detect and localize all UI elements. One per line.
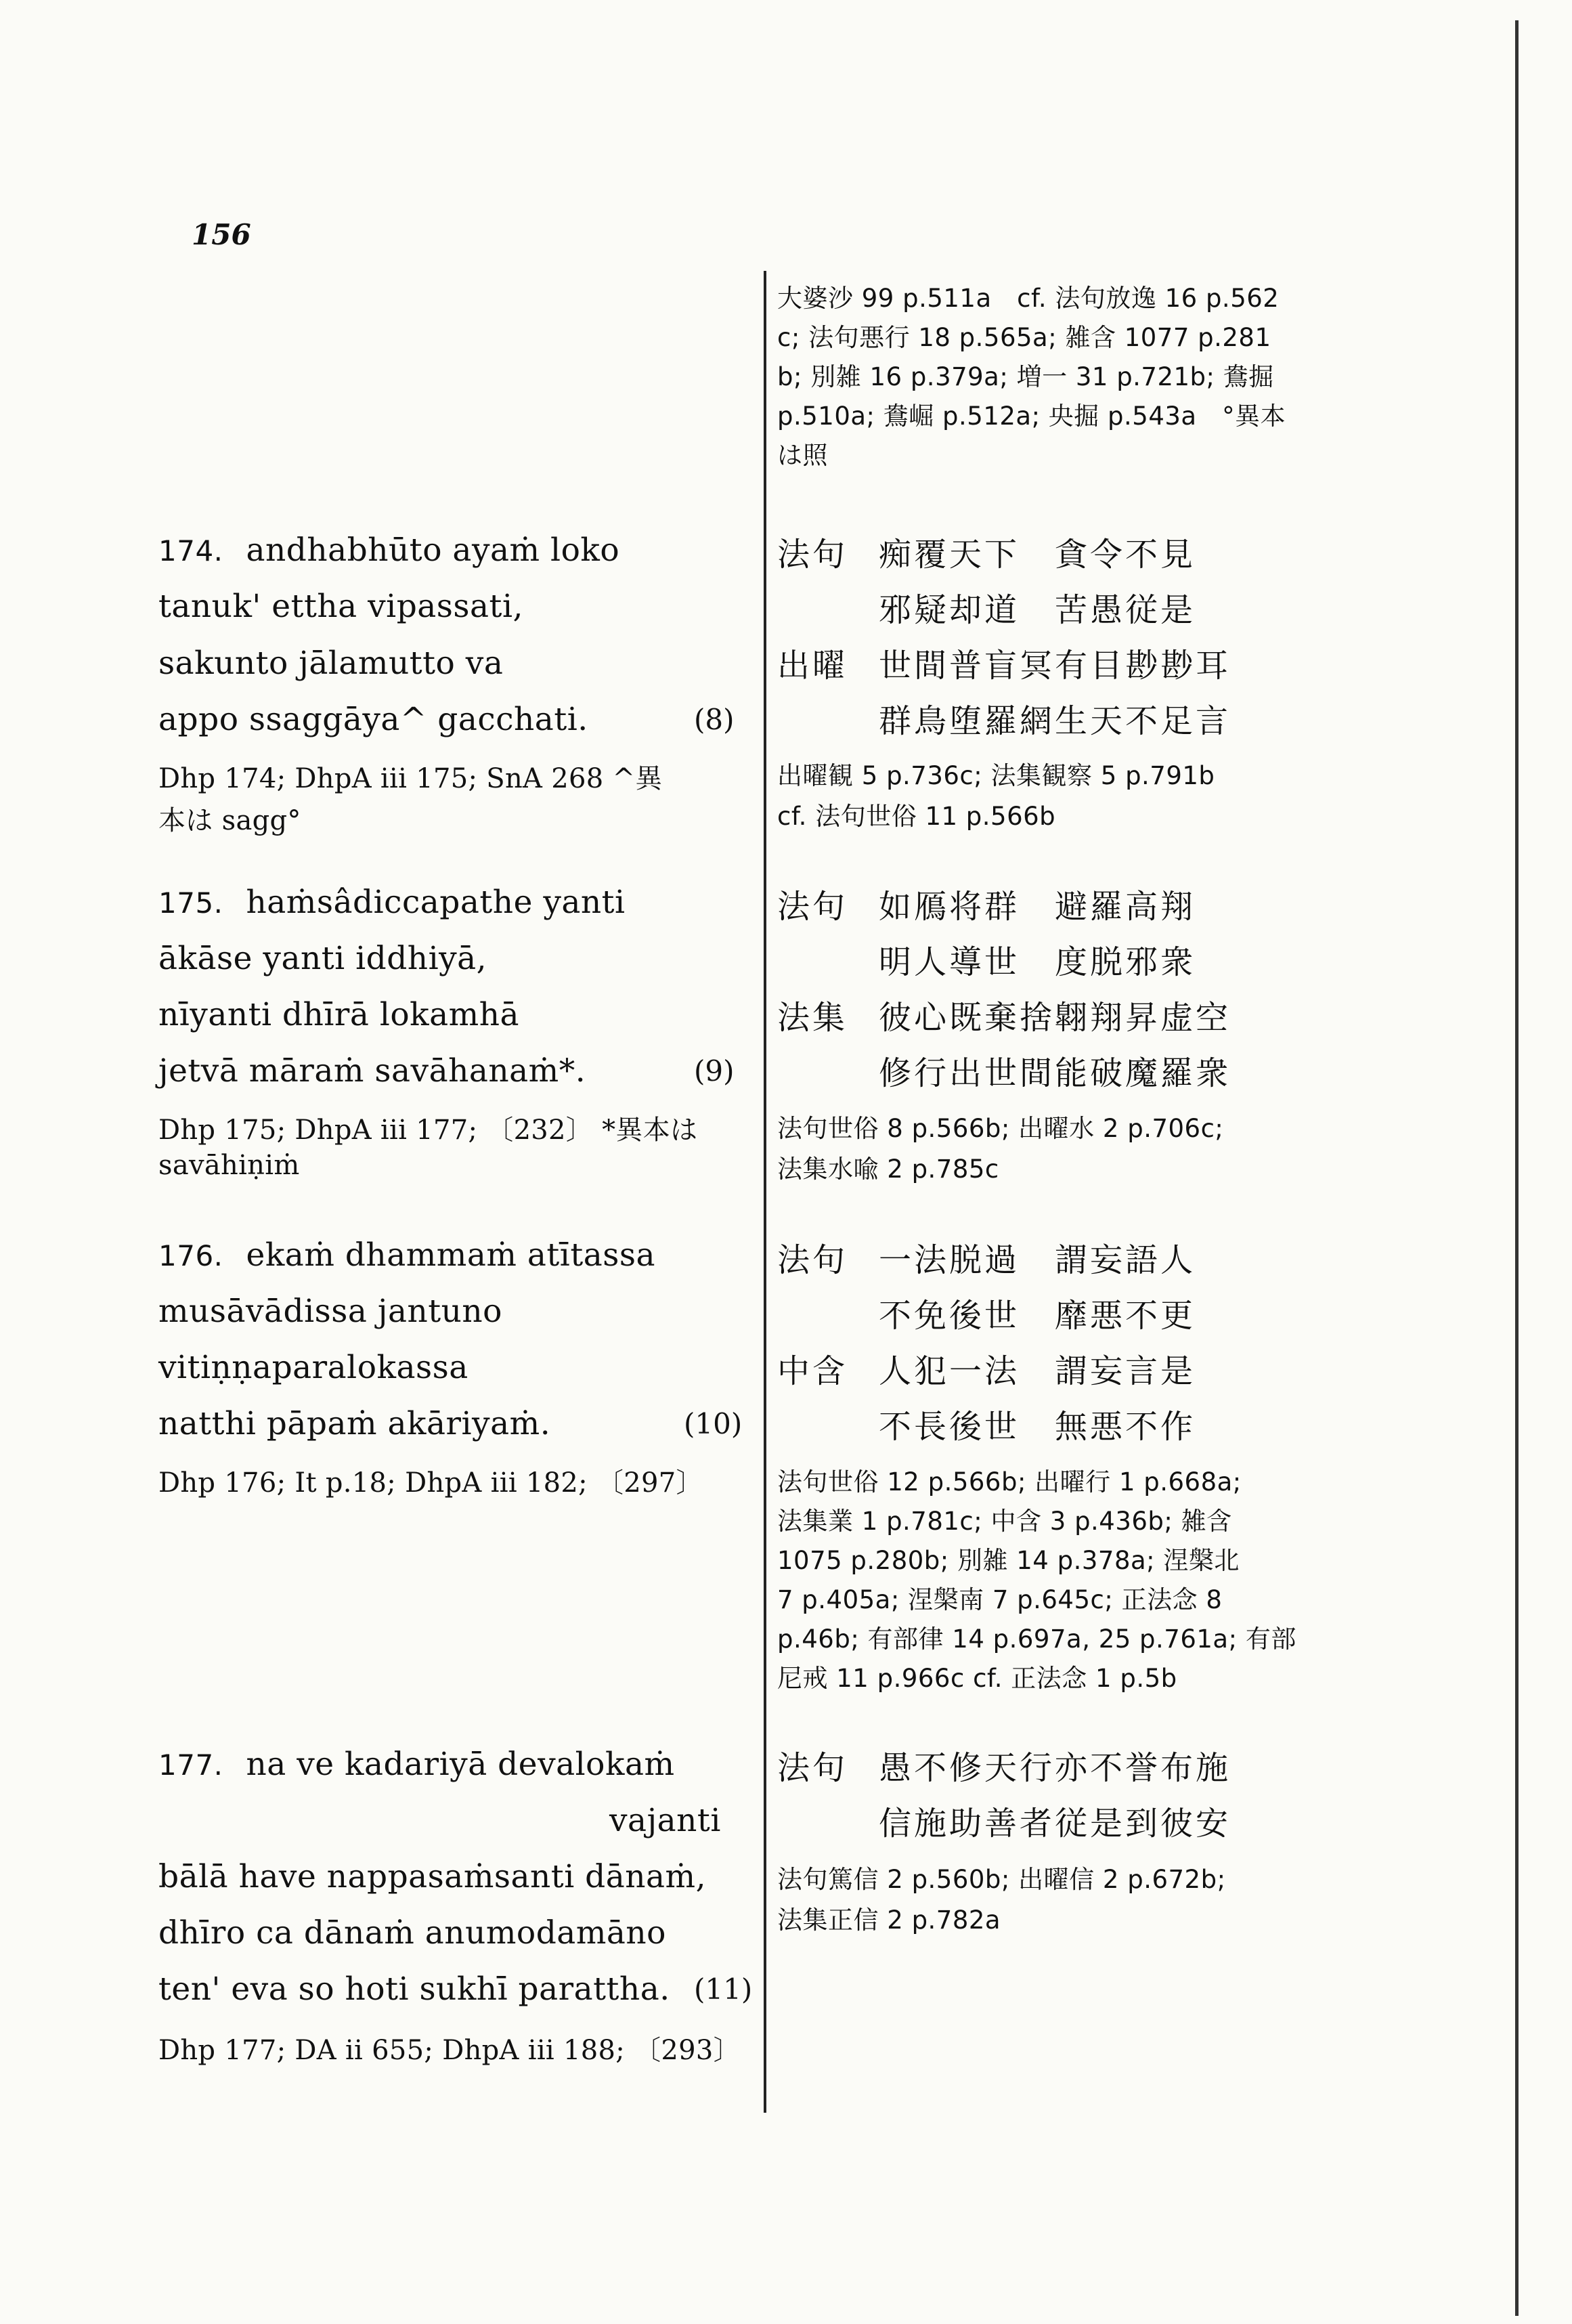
chinese-parallel-line: 法句 如鴈将群 避羅高翔 xyxy=(777,888,1196,926)
chinese-parallel-line: 法句 愚不修天行亦不誉布施 xyxy=(777,1749,1231,1787)
chinese-ref-line: 法集水喩 2 p.785c xyxy=(777,1155,999,1184)
top-ref-line: c; 法句悪行 18 p.565a; 雑含 1077 p.281 xyxy=(777,323,1271,352)
chinese-ref-line: 7 p.405a; 涅槃南 7 p.645c; 正法念 8 xyxy=(777,1585,1223,1614)
verse-line: 177. na ve kadariyā devalokaṁ xyxy=(158,1746,675,1783)
chinese-parallel-line: 邪疑却道 苦愚従是 xyxy=(879,591,1196,629)
verse-line: bālā have nappasaṁsanti dānaṁ, xyxy=(158,1858,707,1895)
verse-line: dhīro ca dānaṁ anumodamāno xyxy=(158,1914,666,1952)
chinese-ref-line: cf. 法句世俗 11 p.566b xyxy=(777,802,1056,831)
verse-line: 175. haṁsâdiccapathe yanti xyxy=(158,884,626,921)
verse-count: (10) xyxy=(684,1407,743,1440)
top-ref-line: は照 xyxy=(777,441,828,470)
chinese-ref-line: 法集業 1 p.781c; 中含 3 p.436b; 雑含 xyxy=(777,1507,1232,1536)
top-ref-line: 大婆沙 99 p.511a cf. 法句放逸 16 p.562 xyxy=(777,284,1280,313)
top-ref-line: b; 別雑 16 p.379a; 増一 31 p.721b; 鴦掘 xyxy=(777,362,1274,391)
page-edge-line xyxy=(1515,20,1519,2316)
pali-ref-line: Dhp 177; DA ii 655; DhpA iii 188; 〔293〕 xyxy=(158,2035,741,2066)
verse-line: 176. ekaṁ dhammaṁ atītassa xyxy=(158,1236,655,1274)
verse-line: musāvādissa jantuno xyxy=(158,1293,502,1330)
verse-number: 174. xyxy=(158,534,223,567)
pali-ref-line: Dhp 174; DhpA iii 175; SnA 268 ^異 xyxy=(158,763,663,794)
chinese-ref-line: 1075 p.280b; 別雑 14 p.378a; 涅槃北 xyxy=(777,1546,1240,1575)
verse-line: ākāse yanti iddhiyā, xyxy=(158,940,487,977)
pali-ref-line: Dhp 175; DhpA iii 177; 〔232〕 *異本は xyxy=(158,1115,698,1146)
verse-number: 175. xyxy=(158,886,223,920)
pali-ref-line: 本は sagg° xyxy=(158,805,301,836)
verse-line: natthi pāpaṁ akāriyaṁ. xyxy=(158,1405,551,1442)
verse-line: tanuk' ettha vipassati, xyxy=(158,588,523,625)
pali-ref-line: Dhp 176; It p.18; DhpA iii 182; 〔297〕 xyxy=(158,1467,703,1499)
verse-number: 177. xyxy=(158,1748,223,1782)
verse-line: jetvā māraṁ savāhanaṁ*. xyxy=(158,1052,586,1090)
verse-line: ten' eva so hoti sukhī parattha. xyxy=(158,1971,670,2008)
page-number: 156 xyxy=(192,218,251,251)
chinese-ref-line: p.46b; 有部律 14 p.697a, 25 p.761a; 有部 xyxy=(777,1624,1296,1654)
chinese-ref-line: 法句世俗 12 p.566b; 出曜行 1 p.668a; xyxy=(777,1467,1242,1497)
chinese-parallel-line: 出曜 世間普盲冥有目尠尠耳 xyxy=(777,647,1231,685)
chinese-parallel-line: 信施助善者従是到彼安 xyxy=(879,1805,1231,1843)
column-divider xyxy=(764,271,766,2113)
verse-line: vitiṇṇaparalokassa xyxy=(158,1349,468,1386)
verse-line: appo ssaggāya^ gacchati. xyxy=(158,701,588,738)
chinese-ref-line: 法句篤信 2 p.560b; 出曜信 2 p.672b; xyxy=(777,1865,1226,1894)
chinese-ref-line: 出曜観 5 p.736c; 法集観察 5 p.791b xyxy=(777,761,1215,790)
chinese-ref-line: 尼戒 11 p.966c cf. 正法念 1 p.5b xyxy=(777,1664,1177,1693)
chinese-parallel-line: 群鳥堕羅網生天不足言 xyxy=(879,702,1231,740)
verse-line: sakunto jālamutto va xyxy=(158,645,504,682)
chinese-parallel-line: 法句 一法脱過 謂妄語人 xyxy=(777,1241,1196,1279)
chinese-parallel-line: 法句 痴覆天下 貪令不見 xyxy=(777,536,1196,574)
chinese-ref-line: 法集正信 2 p.782a xyxy=(777,1906,1001,1935)
top-ref-line: p.510a; 鴦崛 p.512a; 央掘 p.543a °異本 xyxy=(777,402,1286,431)
verse-line: 174. andhabhūto ayaṁ loko xyxy=(158,532,620,569)
chinese-parallel-line: 法集 彼心既棄捨翺翔昇虚空 xyxy=(777,999,1231,1037)
chinese-parallel-line: 不免後世 靡悪不更 xyxy=(879,1297,1196,1335)
verse-line: nīyanti dhīrā lokamhā xyxy=(158,996,520,1033)
verse-count: (9) xyxy=(694,1054,735,1088)
verse-number: 176. xyxy=(158,1239,223,1272)
verse-line: vajanti xyxy=(609,1802,721,1839)
chinese-parallel-line: 明人導世 度脱邪衆 xyxy=(879,943,1196,981)
verse-count: (8) xyxy=(694,703,735,736)
chinese-parallel-line: 中含 人犯一法 謂妄言是 xyxy=(777,1352,1196,1390)
chinese-parallel-line: 修行出世間能破魔羅衆 xyxy=(879,1054,1231,1092)
chinese-parallel-line: 不長後世 無悪不作 xyxy=(879,1408,1196,1446)
pali-ref-line: savāhiṇiṁ xyxy=(158,1150,300,1181)
chinese-ref-line: 法句世俗 8 p.566b; 出曜水 2 p.706c; xyxy=(777,1114,1224,1143)
verse-count: (11) xyxy=(694,1973,753,2006)
